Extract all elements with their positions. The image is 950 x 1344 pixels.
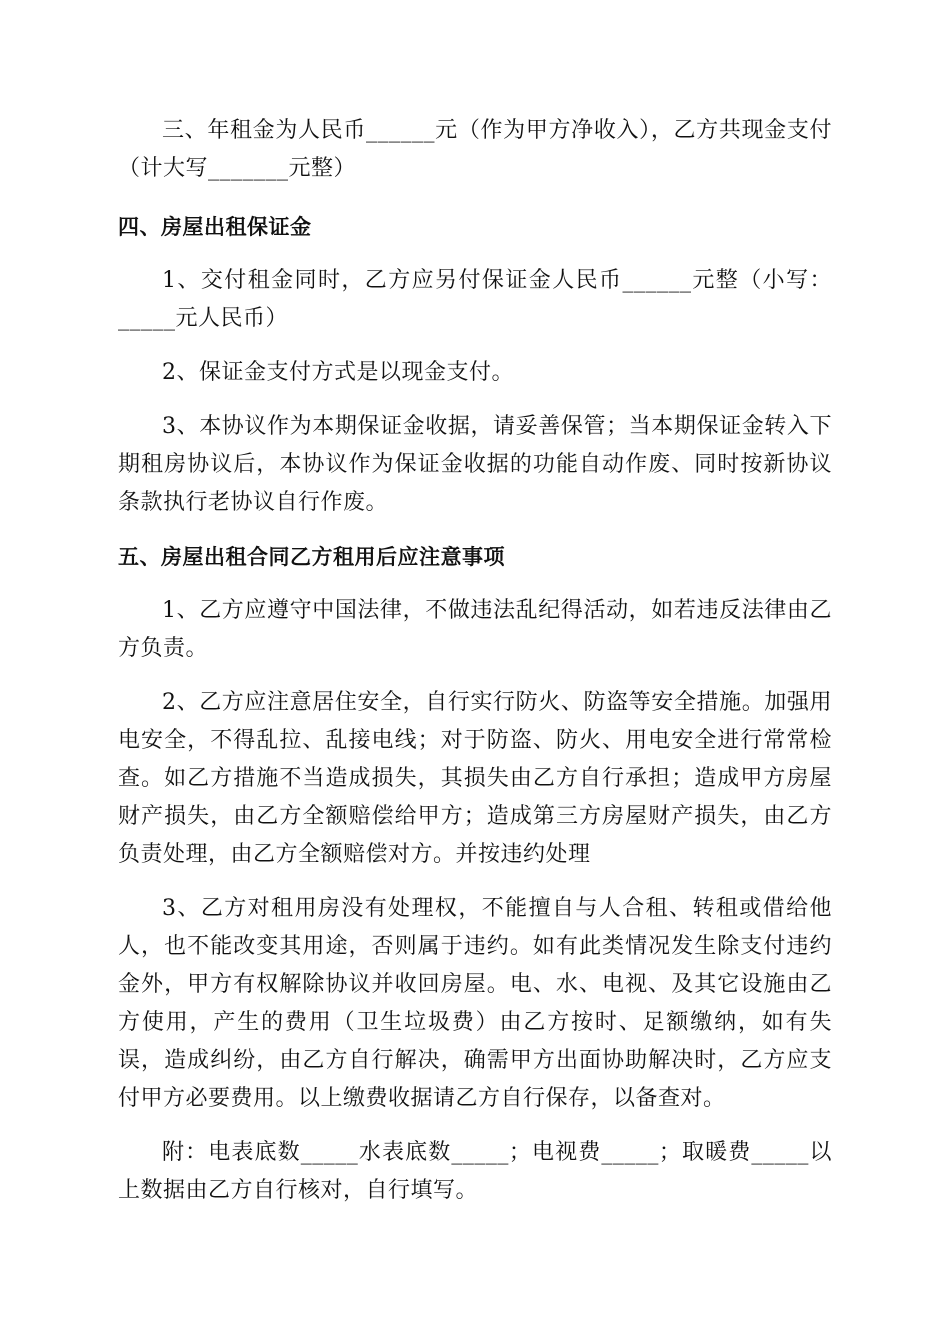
- deposit-paragraph-2: 2、保证金支付方式是以现金支付。: [162, 360, 514, 385]
- deposit-paragraph-3: 3、本协议作为本期保证金收据，请妥善保管；当本期保证金转入下期租房协议后，本协议作为保证金收据的功能自动作废、同时按新协议条款执行老协议自行作废。: [118, 414, 832, 515]
- notes-paragraph-2: 2、乙方应注意居住安全，自行实行防火、防盗等安全措施。加强用电安全，不得乱拉、乱接电线；对于防盗、防火、用电安全进行常常检查。如乙方措施不当造成损失，其损失由乙方自行承担；造成甲方房屋财产损失，由乙方全额赔偿给甲方；造成第三方房屋财产损失，由乙方负责处理，由乙方全额赔偿对方。并按违约处理: [118, 690, 832, 867]
- deposit-heading: 四、房屋出租保证金: [118, 214, 312, 239]
- deposit-paragraph-1: 1、交付租金同时，乙方应另付保证金人民币______元整（小写：_____元人民币）: [118, 268, 832, 331]
- rent-paragraph: 三、年租金为人民币______元（作为甲方净收入），乙方共现金支付（计大写_______元整）: [118, 118, 832, 181]
- appendix-paragraph: 附：电表底数_____水表底数_____；电视费_____；取暖费_____以上数据由乙方自行核对，自行填写。: [118, 1140, 832, 1203]
- notes-paragraph-1: 1、乙方应遵守中国法律，不做违法乱纪得活动，如若违反法律由乙方负责。: [118, 598, 832, 661]
- notes-paragraph-3: 3、乙方对租用房没有处理权，不能擅自与人合租、转租或借给他人，也不能改变其用途，否则属于违约。如有此类情况发生除支付违约金外，甲方有权解除协议并收回房屋。电、水、电视、及其它设施由乙方使用，产生的费用（卫生垃圾费）由乙方按时、足额缴纳，如有失误，造成纠纷，由乙方自行解决，确需甲方出面协助解决时，乙方应支付甲方必要费用。以上缴费收据请乙方自行保存，以备查对。: [118, 896, 832, 1111]
- notes-heading: 五、房屋出租合同乙方租用后应注意事项: [118, 544, 505, 569]
- document-page: [118, 112, 832, 1226]
